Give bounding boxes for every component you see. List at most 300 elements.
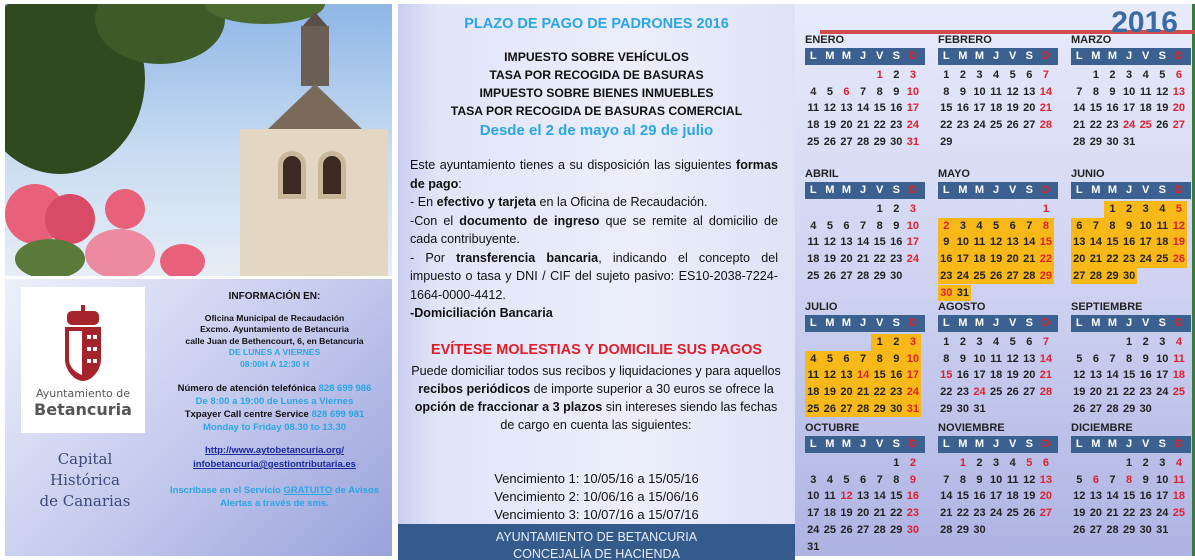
month-name: ABRIL — [805, 168, 839, 180]
calendar-day: 21 — [1106, 386, 1119, 399]
calendar-day: 4 — [805, 351, 822, 368]
calendar-day: 8 — [1038, 218, 1055, 235]
weekday-label: D — [908, 184, 917, 196]
weekday-label: M — [825, 317, 835, 329]
calendar-day: 3 — [905, 334, 922, 351]
weekday-label: L — [942, 438, 950, 450]
calendar-day: 14 — [1039, 85, 1053, 98]
calendar-day: 26 — [1171, 251, 1188, 268]
calendar-day: 29 — [871, 401, 888, 418]
calendar-day: 11 — [1139, 85, 1152, 98]
calendar-day: 19 — [1171, 234, 1188, 251]
calendar-day: 7 — [876, 473, 883, 486]
calendar-day: 2 — [938, 218, 955, 235]
calendar-day: 13 — [1089, 490, 1103, 503]
calendar-day: 31 — [906, 135, 920, 148]
calendar-day: 4 — [993, 69, 1000, 81]
calendar-day: 13 — [1172, 85, 1186, 98]
calendar-day: 20 — [1089, 386, 1103, 399]
calendar-day: 22 — [873, 119, 886, 132]
calendar-day: 15 — [1104, 234, 1121, 251]
calendar-day: 11 — [1154, 218, 1171, 235]
calendar-day: 31 — [1122, 135, 1136, 148]
calendar-day: 14 — [1106, 490, 1119, 503]
calendar-day: 13 — [856, 490, 870, 503]
calendar-day: 8 — [1126, 473, 1133, 486]
calendar-day: 7 — [1021, 218, 1038, 235]
calendar-day: 22 — [1038, 251, 1055, 268]
weekday-label: L — [809, 317, 817, 329]
calendar-day: 10 — [1122, 85, 1136, 98]
weekday-label: V — [1009, 438, 1017, 450]
calendar-day: 27 — [840, 135, 853, 148]
calendar-day: 19 — [1156, 102, 1169, 115]
month-abril — [805, 168, 925, 299]
calendar-day: 21 — [873, 507, 886, 520]
calendar-day: 6 — [1092, 473, 1099, 486]
info-heading: INFORMACIÓN EN: — [228, 291, 321, 302]
calendar-day: 8 — [943, 85, 950, 98]
month-julio — [805, 301, 925, 432]
calendar-day: 26 — [1006, 386, 1019, 399]
calendar-day: 24 — [1156, 386, 1169, 399]
phone-number[interactable]: 828 699 986 — [318, 383, 372, 394]
calendar-day: 29 — [890, 523, 903, 536]
calendar-day: 14 — [856, 102, 870, 115]
calendar-day: 12 — [823, 236, 837, 249]
weekday-label: J — [993, 184, 1000, 196]
weekday-label: V — [876, 438, 884, 450]
calendar-day: 28 — [1039, 119, 1053, 132]
calendar-day: 24 — [1156, 507, 1169, 520]
calendar-day: 4 — [826, 473, 833, 486]
weekday-label: M — [825, 438, 835, 450]
weekday-label: D — [1174, 317, 1183, 329]
calendar-day: 18 — [823, 507, 837, 520]
calendar-day: 25 — [1172, 386, 1186, 399]
page-title: PLAZO DE PAGO DE PADRONES 2016 — [464, 16, 729, 32]
calendar-day: 1 — [943, 69, 950, 81]
calendar-day: 23 — [890, 119, 903, 132]
calendar-day: 14 — [1106, 369, 1119, 382]
tax-list: IMPUESTO SOBRE VEHÍCULOS TASA POR RECOGIDA DE BASURAS IMPUESTO SOBRE BIENES INMUEBLES TASA POR RECOGIDA DE BASURAS COMERCIAL — [450, 50, 743, 118]
calendar-day: 9 — [1142, 352, 1149, 365]
calendar-day: 29 — [1122, 523, 1136, 536]
weekday-label: S — [1025, 50, 1033, 62]
weekday-label: S — [892, 317, 900, 329]
weekday-header — [805, 315, 925, 332]
calendar-day: 28 — [1106, 402, 1119, 415]
calendar-day: 12 — [1156, 85, 1169, 98]
weekday-label: M — [1091, 438, 1101, 450]
calendar-day: 11 — [1173, 352, 1185, 365]
calendar-day: 27 — [1023, 119, 1036, 132]
calendar-day: 25 — [1006, 507, 1019, 520]
calendar-day: 27 — [1004, 268, 1021, 285]
calendar-day: 9 — [893, 219, 900, 232]
weekday-label: M — [1091, 184, 1101, 196]
calendar-day: 29 — [940, 402, 953, 415]
month-name: FEBRERO — [938, 34, 992, 46]
calendar-day: 21 — [1039, 102, 1053, 115]
calendar-day: 30 — [890, 269, 903, 282]
weekday-label: J — [860, 317, 867, 329]
weekday-label: J — [860, 50, 867, 62]
calendar-day: 18 — [971, 251, 988, 268]
calendar-day: 7 — [943, 473, 950, 486]
calendar-day: 8 — [943, 352, 950, 365]
calendar-day: 30 — [1121, 268, 1138, 285]
calendar-day: 13 — [840, 236, 853, 249]
calendar-day: 27 — [840, 269, 853, 282]
calendar-day: 9 — [976, 473, 983, 486]
calendar-day: 5 — [1159, 69, 1166, 81]
calendar-day: 26 — [1156, 119, 1169, 132]
calendar-day: 13 — [1089, 369, 1103, 382]
month-name: DICIEMBRE — [1071, 422, 1133, 434]
calendar-day: 2 — [909, 457, 916, 469]
calendar-day: 19 — [822, 384, 839, 401]
calendar-day: 14 — [856, 236, 870, 249]
weekday-label: V — [876, 317, 884, 329]
calendar-day: 9 — [938, 234, 955, 251]
calendar-day: 10 — [955, 234, 972, 251]
calendar-day: 21 — [855, 384, 872, 401]
calendar-day: 5 — [1026, 457, 1033, 469]
calendar-day: 8 — [893, 473, 900, 486]
calendar-day: 20 — [1089, 507, 1103, 520]
calendar-day: 10 — [906, 85, 920, 98]
calendar-day: 26 — [822, 401, 839, 418]
calendar-day: 4 — [810, 85, 817, 98]
weekday-label: L — [809, 438, 817, 450]
calendar-day: 18 — [805, 384, 822, 401]
calendar-day: 1 — [893, 457, 900, 469]
calendar-day: 10 — [906, 219, 920, 232]
calendar-day: 3 — [909, 69, 916, 81]
calendar-day: 28 — [856, 135, 870, 148]
month-name: MAYO — [938, 168, 970, 180]
calendar-day: 6 — [838, 351, 855, 368]
calendar-day: 23 — [1139, 507, 1152, 520]
direct-debit-text: Puede domiciliar todos sus recibos y liquidaciones y para aquellos recibos periódicos de importe superior a 30 euros se ofrece la opción de fraccionar a 3 plazos sin intereses siendo las fechas de cargo en cuenta las siguientes: — [411, 364, 781, 432]
calendar-day: 18 — [989, 102, 1003, 115]
calendar-day: 2 — [1142, 336, 1149, 348]
calendar-day: 30 — [938, 285, 955, 302]
email-link[interactable]: infobetancuria@gestiontributaria.es — [193, 459, 356, 470]
calendar-day: 15 — [873, 102, 886, 115]
calendar-2016 — [795, 4, 1195, 556]
betancuria-logo: Ayuntamiento de Betancuria — [21, 287, 145, 433]
calendar-day: 16 — [906, 490, 920, 503]
payment-methods: Este ayuntamiento tienes a su disposición las siguientes formas de pago: - En efectivo y tarjeta en la Oficina de Recaudación. -Con el documento de ingreso que se remite al domicilio de cada contribuyente. - Por transferencia bancaria, indicando el concepto del impuesto o tasa y DNI / CIF del sujeto pasivo: ES10-2038-7224-1664-0000-4412. -Domiciliación Bancaria — [410, 158, 778, 320]
calendar-day: 29 — [1089, 135, 1103, 148]
calendar-day: 22 — [1122, 386, 1136, 399]
weekday-header — [938, 315, 1058, 332]
calendar-day: 7 — [1042, 69, 1049, 81]
calendar-day: 15 — [940, 369, 953, 382]
calendar-day: 25 — [1154, 251, 1171, 268]
weekday-label: J — [993, 50, 1000, 62]
calendar-day: 5 — [988, 218, 1005, 235]
calendar-day: 10 — [973, 85, 986, 98]
calendar-day: 31 — [1156, 523, 1169, 536]
calendar-day: 10 — [1137, 218, 1154, 235]
weekday-label: L — [809, 184, 817, 196]
calendar-day: 13 — [840, 102, 853, 115]
calendar-day: 15 — [940, 102, 953, 115]
calendar-day: 16 — [973, 490, 986, 503]
calendar-day: 24 — [989, 507, 1003, 520]
month-name: ENERO — [805, 34, 845, 46]
calendar-day: 1 — [1104, 201, 1121, 218]
weekday-label: S — [1158, 317, 1166, 329]
calendar-day: 17 — [1122, 102, 1136, 115]
calendar-day: 26 — [840, 523, 853, 536]
calendar-day: 21 — [1039, 369, 1053, 382]
calendar-day: 19 — [1073, 386, 1086, 399]
weekday-label: V — [1009, 317, 1017, 329]
calendar-day: 10 — [905, 351, 922, 368]
calendar-day: 8 — [871, 351, 888, 368]
calendar-day: 12 — [1023, 473, 1036, 486]
calendar-day: 11 — [824, 490, 836, 503]
calendar-day: 14 — [1039, 352, 1053, 365]
calendar-day: 29 — [873, 135, 886, 148]
calendar-day: 28 — [855, 401, 872, 418]
contact-info: INFORMACIÓN EN: Oficina Municipal de Recaudación Excmo. Ayuntamiento de Betancuria calle Juan de Bethencourt, 6, en Betancuria DE LUNES A VIERNES 08:00H A 12:30 H Número de atención telefónica 828 699 986 De 8:00 a 19:00 de Lunes a Viernes Txpayer Call centre Service 828 699 981 Monday to Friday 08.30 to 13.30 http://www.aytobetancuria.org/ infobetancuria@gestiontributaria.es Inscríbase en el Servicio GRATUITO de Avisos Alertas a través de sms. — [157, 291, 392, 510]
weekday-label: V — [876, 184, 884, 196]
calendar-day: 12 — [1073, 369, 1086, 382]
calendar-day: 17 — [906, 102, 920, 115]
calendar-day: 25 — [989, 386, 1003, 399]
weekday-label: M — [841, 50, 852, 62]
calendar-day: 24 — [906, 253, 920, 266]
calendar-day: 6 — [1071, 218, 1088, 235]
calendar-day: 17 — [1156, 490, 1169, 503]
calendar-day: 12 — [1073, 490, 1086, 503]
calendar-day: 12 — [988, 234, 1005, 251]
calendar-day: 20 — [1071, 251, 1088, 268]
calendar-day: 25 — [807, 269, 820, 282]
calendar-day: 16 — [956, 369, 970, 382]
slogan: Capital Histórica de Canarias — [39, 450, 131, 510]
calendar-day: 10 — [973, 352, 986, 365]
info-panel — [5, 279, 392, 556]
calendar-day: 18 — [1154, 234, 1171, 251]
month-name: OCTUBRE — [805, 422, 860, 434]
calendar-day: 23 — [956, 119, 970, 132]
weekday-label: M — [1091, 317, 1101, 329]
calendar-day: 11 — [1173, 473, 1185, 486]
weekday-label: S — [1025, 438, 1033, 450]
calendar-day: 7 — [860, 85, 867, 98]
calendar-year: 2016 — [1111, 6, 1178, 39]
calendar-day: 18 — [807, 253, 820, 266]
calendar-day: 20 — [1172, 102, 1186, 115]
calendar-day: 22 — [1104, 251, 1121, 268]
calendar-day: 30 — [956, 402, 970, 415]
calendar-day: 9 — [888, 351, 905, 368]
calendar-day: 10 — [807, 490, 820, 503]
calendar-day: 22 — [940, 386, 953, 399]
calendar-day: 1 — [943, 336, 950, 348]
calendar-day: 17 — [973, 102, 986, 115]
calendar-day: 8 — [1104, 218, 1121, 235]
calendar-day: 25 — [1172, 507, 1186, 520]
calendar-day: 11 — [990, 352, 1002, 365]
calendar-day: 9 — [959, 352, 966, 365]
calendar-day: 2 — [893, 203, 900, 215]
calendar-day: 30 — [888, 401, 905, 418]
calendar-day: 21 — [856, 253, 870, 266]
weekday-label: M — [1107, 184, 1118, 196]
weekday-label: M — [1091, 50, 1101, 62]
calendar-day: 2 — [1142, 457, 1149, 469]
weekday-label: S — [1158, 438, 1166, 450]
payment-period: Desde el 2 de mayo al 29 de julio — [479, 122, 714, 139]
weekday-label: D — [1041, 438, 1050, 450]
calendar-day: 1 — [1126, 457, 1133, 469]
calendar-day: 18 — [1139, 102, 1152, 115]
weekday-label: V — [1142, 438, 1150, 450]
calendar-day: 9 — [959, 85, 966, 98]
calendar-day: 7 — [1088, 218, 1105, 235]
taxpayer-phone[interactable]: 828 699 981 — [311, 409, 365, 420]
calendar-day: 28 — [1073, 135, 1086, 148]
calendar-day: 5 — [1076, 352, 1083, 365]
calendar-day: 2 — [1121, 201, 1138, 218]
calendar-day: 22 — [873, 253, 886, 266]
calendar-day: 18 — [1006, 490, 1019, 503]
calendar-day: 3 — [976, 69, 983, 81]
weekday-label: D — [1041, 317, 1050, 329]
calendar-day: 16 — [1139, 369, 1152, 382]
calendar-day: 28 — [1039, 386, 1053, 399]
calendar-day: 12 — [840, 490, 853, 503]
calendar-day: 22 — [956, 507, 970, 520]
month-name: MARZO — [1071, 34, 1112, 46]
weekday-header — [938, 48, 1058, 65]
calendar-day: 25 — [1139, 119, 1152, 132]
calendar-day: 14 — [1088, 234, 1105, 251]
calendar-day: 29 — [940, 135, 953, 148]
weekday-label: M — [841, 184, 852, 196]
calendar-day: 12 — [1006, 352, 1019, 365]
calendar-day: 28 — [856, 269, 870, 282]
calendar-day: 16 — [890, 102, 903, 115]
calendar-day: 15 — [871, 367, 888, 384]
calendar-day: 2 — [959, 336, 966, 348]
calendar-day: 24 — [906, 119, 920, 132]
weekday-label: J — [993, 317, 1000, 329]
calendar-day: 11 — [1006, 473, 1019, 486]
calendar-day: 28 — [940, 523, 953, 536]
month-noviembre — [938, 422, 1058, 553]
weekday-label: D — [908, 317, 917, 329]
weekday-label: S — [1158, 184, 1166, 196]
calendar-day: 21 — [940, 507, 953, 520]
calendar-day: 12 — [823, 102, 837, 115]
calendar-day: 17 — [973, 369, 986, 382]
calendar-day: 27 — [856, 523, 870, 536]
calendar-day: 28 — [1106, 523, 1119, 536]
calendar-day: 12 — [822, 367, 839, 384]
website-link[interactable]: http://www.aytobetancuria.org/ — [205, 445, 344, 456]
calendar-day: 21 — [1088, 251, 1105, 268]
calendar-day: 4 — [810, 219, 817, 232]
weekday-header — [805, 436, 925, 453]
calendar-day: 12 — [1006, 85, 1019, 98]
weekday-label: L — [1075, 317, 1083, 329]
calendar-day: 2 — [1109, 69, 1116, 81]
calendar-day: 17 — [906, 236, 920, 249]
calendar-day: 8 — [876, 85, 883, 98]
calendar-day: 1 — [959, 457, 966, 469]
calendar-day: 30 — [1139, 523, 1152, 536]
weekday-label: M — [1107, 438, 1118, 450]
weekday-label: D — [1041, 184, 1050, 196]
weekday-header — [805, 182, 925, 199]
calendar-day: 5 — [822, 351, 839, 368]
calendar-day: 7 — [1109, 473, 1116, 486]
calendar-day: 5 — [826, 219, 833, 232]
calendar-day: 25 — [807, 135, 820, 148]
weekday-header — [1071, 436, 1191, 453]
calendar-day: 28 — [873, 523, 886, 536]
calendar-day: 30 — [1106, 135, 1119, 148]
calendar-day: 11 — [990, 85, 1002, 98]
weekday-label: J — [1126, 50, 1133, 62]
calendar-day: 13 — [1071, 234, 1088, 251]
weekday-label: D — [1174, 184, 1183, 196]
calendar-day: 26 — [823, 135, 837, 148]
calendar-day: 29 — [1038, 268, 1055, 285]
month-septiembre — [1071, 301, 1191, 432]
calendar-day: 18 — [807, 119, 820, 132]
calendar-day: 12 — [1171, 218, 1188, 235]
calendar-day: 6 — [860, 473, 867, 486]
weekday-label: V — [1009, 184, 1017, 196]
calendar-day: 16 — [890, 236, 903, 249]
weekday-label: J — [993, 438, 1000, 450]
calendar-day: 14 — [1073, 102, 1086, 115]
calendar-day: 24 — [1137, 251, 1154, 268]
calendar-day: 25 — [989, 119, 1003, 132]
calendar-day: 9 — [893, 85, 900, 98]
weekday-label: J — [1126, 184, 1133, 196]
weekday-label: M — [1107, 50, 1118, 62]
calendar-day: 6 — [843, 85, 850, 98]
calendar-day: 16 — [956, 102, 970, 115]
month-name: JUNIO — [1071, 168, 1105, 180]
weekday-label: M — [825, 184, 835, 196]
calendar-day: 2 — [976, 457, 983, 469]
calendar-day: 7 — [1042, 336, 1049, 348]
calendar-day: 25 — [823, 523, 837, 536]
calendar-day: 8 — [876, 219, 883, 232]
weekday-header — [1071, 182, 1191, 199]
calendar-day: 3 — [993, 457, 1000, 469]
weekday-label: M — [958, 184, 968, 196]
calendar-day: 1 — [1092, 69, 1099, 81]
weekday-label: V — [1142, 184, 1150, 196]
weekday-label: M — [1107, 317, 1118, 329]
calendar-day: 26 — [1006, 119, 1019, 132]
calendar-day: 30 — [1139, 402, 1152, 415]
weekday-label: S — [892, 438, 900, 450]
calendar-day: 18 — [1172, 490, 1186, 503]
